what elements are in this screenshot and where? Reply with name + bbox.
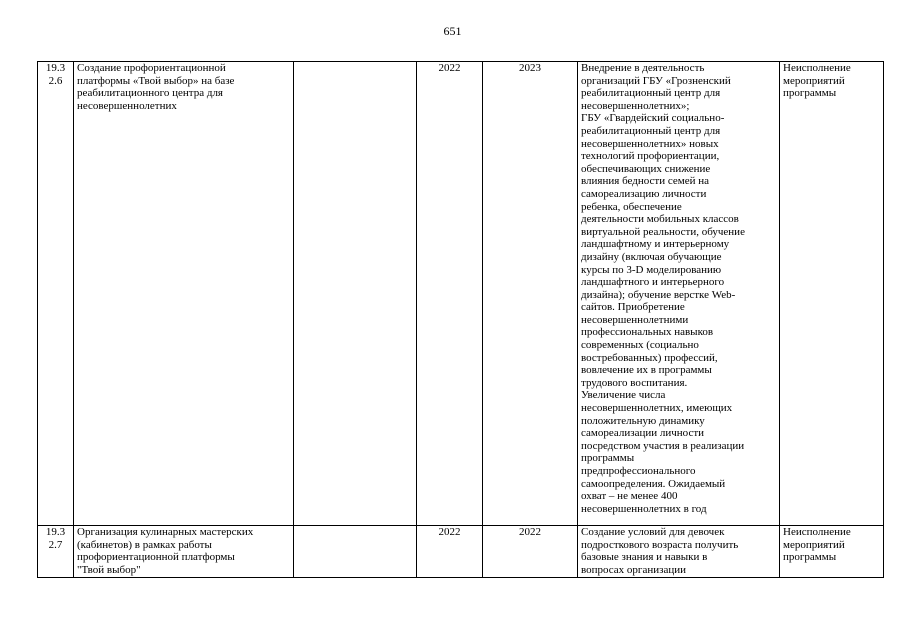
end-year-cell	[483, 62, 578, 526]
program-measures-table	[37, 61, 884, 578]
executor-cell	[294, 62, 417, 526]
row-number: 19.3 2.7	[45, 526, 66, 551]
consequence: Неисполнение мероприятий программы	[783, 62, 851, 100]
page-number: 651	[443, 24, 462, 38]
start-year-cell	[417, 62, 483, 526]
consequence-cell	[780, 526, 884, 578]
consequence-cell	[780, 62, 884, 526]
measure-name: Создание профориентационной платформы «Твой выбор» на базе реабилитационного центра для несовершеннолетних	[77, 62, 235, 112]
start-year: 2022	[438, 526, 461, 538]
measure-name-cell	[74, 526, 294, 578]
executor-cell	[294, 526, 417, 578]
measure-name-cell	[74, 62, 294, 526]
expected-result-cell	[578, 526, 780, 578]
expected-result-cell	[578, 62, 780, 526]
start-year-cell	[417, 526, 483, 578]
start-year: 2022	[438, 62, 461, 74]
table-row	[38, 526, 884, 578]
consequence: Неисполнение мероприятий программы	[783, 526, 851, 564]
row-number-cell	[38, 62, 74, 526]
expected-result: Создание условий для девочек подросткового возраста получить базовые знания и навыки в вопросах организации	[581, 526, 739, 576]
end-year: 2023	[519, 62, 541, 74]
measure-name: Организация кулинарных мастерских (кабинетов) в рамках работы профориентационной платформы "Твой выбор"	[77, 526, 254, 576]
table-row	[38, 62, 884, 526]
end-year: 2022	[519, 526, 541, 538]
row-number: 19.3 2.6	[45, 62, 66, 87]
end-year-cell	[483, 526, 578, 578]
row-number-cell	[38, 526, 74, 578]
expected-result: Внедрение в деятельность организаций ГБУ «Грозненский реабилитационный центр для несовершеннолетних»; ГБУ «Гвардейский социально- реабилитационный центр для несовершеннолетних» новых технологий профориентации, обеспечивающих снижение влияния бедности семей на самореализацию личности ребенка, обеспечение деятельности мобильных классов виртуальной реальности, обучение ландшафтному и интерьерному дизайну (включая обучающие курсы по 3-D моделированию ландшафтного и интерьерного дизайна); обучение верстке Web- сайтов. Приобретение несовершеннолетними профессиональных навыков современных (социально востребованных) профессий, вовлечение их в программы трудового воспитания. Увеличение числа несовершеннолетних, имеющих положительную динамику самореализации личности посредством участия в реализации программы предпрофессионального самоопределения. Ожидаемый охват – не менее 400 несовершеннолетних в год	[581, 62, 745, 515]
